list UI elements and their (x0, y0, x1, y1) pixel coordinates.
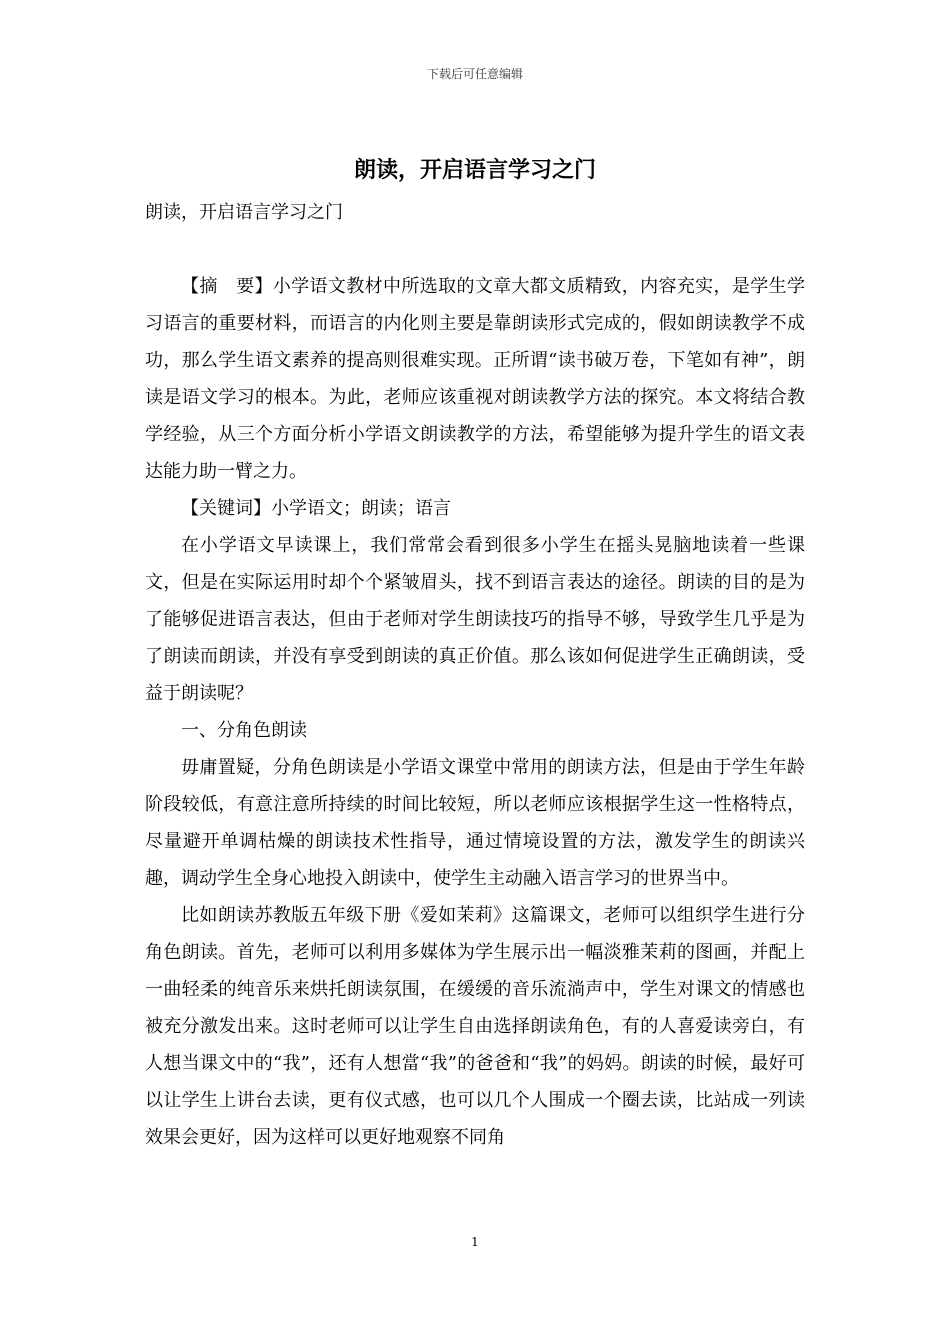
page-number: 1 (471, 1235, 479, 1249)
section-heading: 一、分角色朗读 (181, 720, 307, 741)
document-title: 朗读，开启语言学习之门 (353, 157, 596, 183)
body-paragraph: 毋庸置疑，分角色朗读是小学语文课堂中常用的朗读方法，但是由于学生年龄阶段较低，有意注意所持续的时间比较短，所以老师应该根据学生这一性格特点，尽量避开单调枯燥的朗读技术性指导，通过情境设置的方法，激发学生的朗读兴趣，调动学生全身心地投入朗读中，使学生主动融入语言学习的世界当中。 (145, 757, 805, 889)
keywords-paragraph: 【关键词】小学语文；朗读；语言 (181, 498, 451, 519)
intro-paragraph: 在小学语文早读课上，我们常常会看到很多小学生在摇头晃脑地读着一些课文，但是在实际运用时却个个紧皱眉头，找不到语言表达的途径。朗读的目的是为了能够促进语言表达，但由于老师对学生朗读技巧的指导不够，导致学生几乎是为了朗读而朗读，并没有享受到朗读的真正价值。那么该如何促进学生正确朗读，受益于朗读呢？ (145, 535, 805, 704)
body-paragraph: 比如朗读苏教版五年级下册《爱如茉莉》这篇课文，老师可以组织学生进行分角色朗读。首先，老师可以利用多媒体为学生展示出一幅淡雅茉莉的图画，并配上一曲轻柔的纯音乐来烘托朗读氛围，在缓缓的音乐流淌声中，学生对课文的情感也被充分激发出来。这时老师可以让学生自由选择朗读角色，有的人喜爱读旁白，有人想当课文中的“我”，还有人想當“我”的爸爸和“我”的妈妈。朗读的时候，最好可以让学生上讲台去读，更有仪式感，也可以几个人围成一个圈去读，比站成一列读效果会更好，因为这样可以更好地观察不同角 (145, 905, 805, 1148)
document-body (145, 268, 805, 1156)
abstract-paragraph: 【摘 要】小学语文教材中所选取的文章大都文质精致，内容充实，是学生学习语言的重要材料，而语言的内化则主要是靠朗读形式完成的，假如朗读教学不成功，那么学生语文素养的提高则很难实现。正所谓“读书破万卷，下笔如有神”，朗读是语文学习的根本。为此，老师应该重视对朗读教学方法的探究。本文将结合教学经验，从三个方面分析小学语文朗读教学的方法，希望能够为提升学生的语文表达能力助一臂之力。 (145, 276, 805, 482)
page-header: 下载后可任意编辑 (426, 67, 523, 81)
document-subtitle: 朗读，开启语言学习之门 (145, 202, 343, 223)
